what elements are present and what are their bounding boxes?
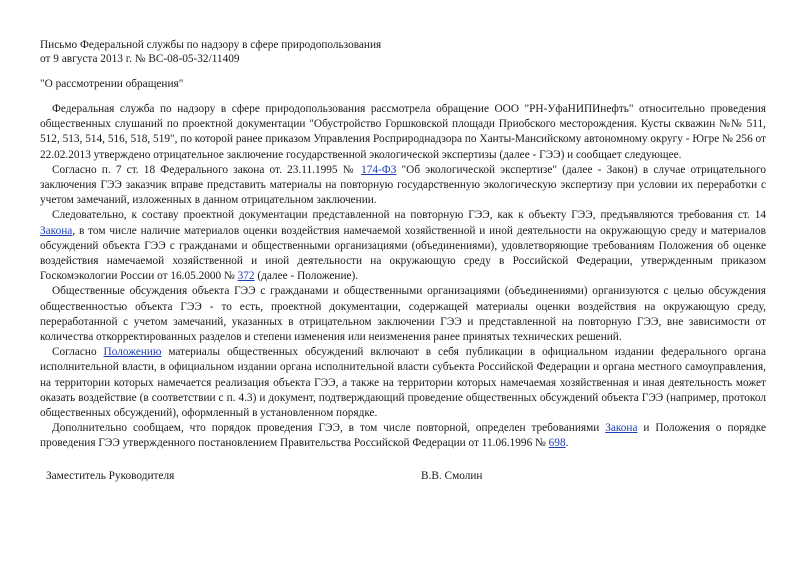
letter-header [40, 38, 766, 66]
letter-subject: "О рассмотрении обращения" [40, 78, 184, 90]
paragraph-4 [40, 284, 766, 345]
link-regulation[interactable]: Положению [103, 346, 162, 359]
letter-header-title: Письмо Федеральной службы по надзору в сфере природопользования [40, 39, 382, 51]
signature-block [40, 468, 766, 484]
document-page [40, 38, 766, 484]
paragraph-text: Согласно [52, 346, 104, 359]
paragraph-1 [40, 102, 766, 163]
paragraph-text: материалы общественных обсуждений включают в себя публикации в официальном издании федерального органа исполнительной власти, в официальном издании органа исполнительной власти субъекта Российской Федерации и органа местного самоуправления, на территории которых намечается реализация объекта ГЭЭ, а также на территории которых намечаемая хозяйственная и иная деятельность может оказать воздействие (в соответствии с п. 4.3) и документ, подтверждающий проведение общественных обсуждений объекта ГЭЭ (например, протокол общественных обсуждений), оформленный в установленном порядке. [40, 346, 766, 420]
paragraph-text: Федеральная служба по надзору в сфере природопользования рассмотрела обращение ООО "РН-УфаНИПИнефть" относительно проведения общественных слушаний по проектной документации "Обустройство Горшковской площади Приобского месторождения. Кусты скважин №№ 511, 512, 513, 514, 516, 518, 519", по которой ранее приказом Управления Росприроднадзора по Ханты-Мансийскому автономному округу - Югре № 256 от 22.02.2013 утверждено отрицательное заключение государственной экологической экспертизы (далее - ГЭЭ) и сообщает следующее. [40, 103, 766, 161]
paragraph-text: Следовательно, к составу проектной документации представленной на повторную ГЭЭ, как к объекту ГЭЭ, предъявляются требования ст. 14 [52, 209, 766, 222]
paragraph-3 [40, 208, 766, 284]
paragraph-6 [40, 421, 766, 451]
letter-header-date-number: от 9 августа 2013 г. № ВС-08-05-32/11409 [40, 53, 240, 65]
link-law[interactable]: Закона [605, 422, 638, 435]
signatory-role: Заместитель Руководителя [46, 469, 175, 482]
paragraph-text: Согласно п. 7 ст. 18 Федерального закона от. 23.11.1995 № [52, 163, 362, 176]
letter-body [40, 102, 766, 452]
link-law-174-fz[interactable]: 174-ФЗ [361, 163, 397, 176]
paragraph-text: (далее - Положение). [254, 270, 359, 283]
link-law[interactable]: Закона [40, 224, 73, 237]
link-resolution-698[interactable]: 698 [548, 437, 566, 450]
paragraph-text: Общественные обсуждения объекта ГЭЭ с гражданами и общественными организациями (объединениями) организуются с целью обсуждения общественностью объекта ГЭЭ - то есть, проектной документации, содержащей материалы оценки воздействия на окружающую среду, переработанной с учетом замечаний, указанных в отрицательном заключении ГЭЭ и представленной на повторную ГЭЭ, вне зависимости от количества откорректированных разделов и степени изменения или неизменения ранее принятых технических решений. [40, 285, 766, 344]
paragraph-text: "Об экологической экспертизе" (далее - Закон) в случае отрицательного заключения ГЭЭ заказчик вправе представить материалы на повторную государственную экологическую экспертизу при условии их переработки с учетом замечаний, изложенных в данном отрицательном заключении. [40, 163, 767, 207]
paragraph-text: и Положения о порядке проведения ГЭЭ утвержденного постановлением Правительства Российской Федерации от 11.06.1996 № [40, 422, 766, 450]
paragraph-text: Дополнительно сообщаем, что порядок проведения ГЭЭ, в том числе повторной, определен требованиями [52, 422, 606, 435]
paragraph-5 [40, 345, 766, 421]
paragraph-text: , в том числе наличие материалов оценки воздействия намечаемой хозяйственной и иной деятельности на окружающую среду и материалов обсуждений объекта ГЭЭ с гражданами и общественными организациями (объединениями), удовлетворяющие требованиям Положения об оценке воздействия намечаемой хозяйственной и иной деятельности на окружающую среду в Российской Федерации, утвержденным приказом Госкомэкологии России от 16.05.2000 № [40, 224, 766, 283]
link-order-372[interactable]: 372 [237, 270, 255, 283]
signatory-name: В.В. Смолин [421, 469, 483, 482]
paragraph-text: . [565, 437, 569, 450]
paragraph-2 [40, 163, 766, 209]
